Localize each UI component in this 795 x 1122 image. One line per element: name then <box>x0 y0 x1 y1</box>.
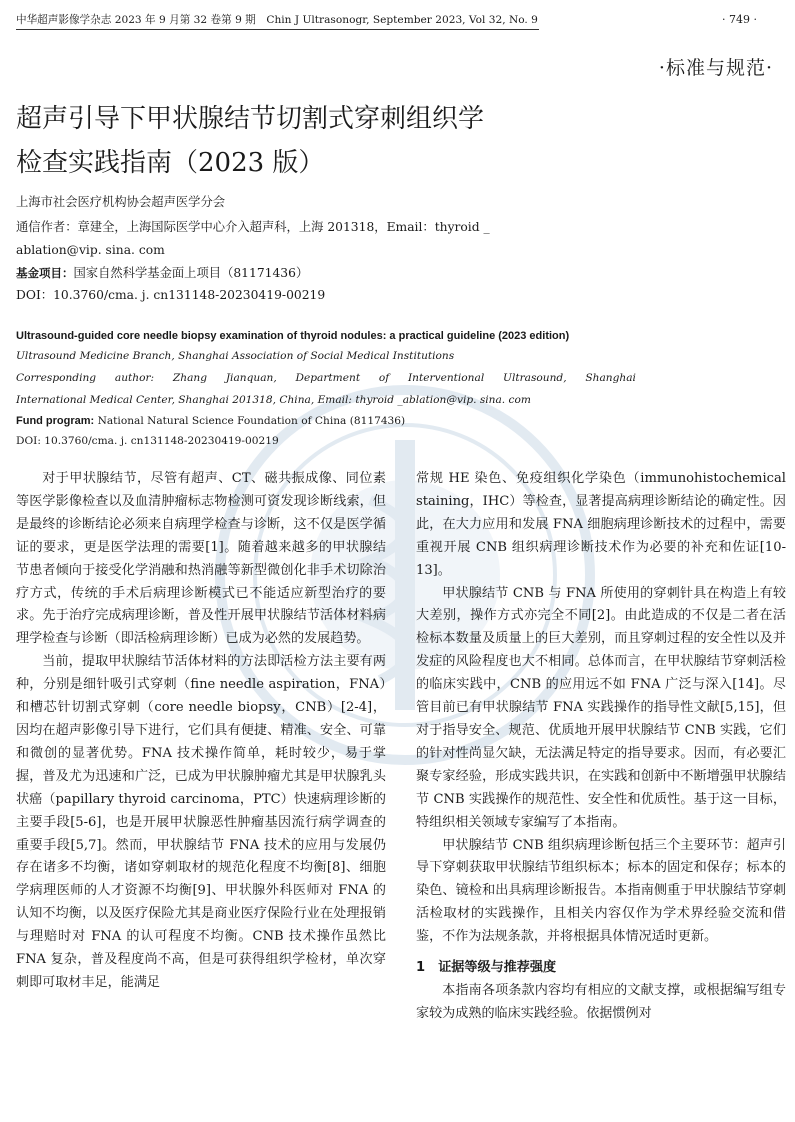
corr-word: Zhang <box>172 372 208 384</box>
corr-word: Department <box>295 372 361 384</box>
body-column-left <box>16 468 386 995</box>
body-paragraph: 甲状腺结节 CNB 组织病理诊断包括三个主要环节：超声引导下穿刺获取甲状腺结节组织标本；标本的固定和保存；标本的染色、镜检和出具病理诊断报告。本指南侧重于甲状腺结节穿刺活检取材的实践操作，且相关内容仅作为学术界经验交流和借鉴，不作为法规条款，并将根据具体情况适时更新。 <box>416 837 786 945</box>
english-corresponding-line-1 <box>16 367 636 389</box>
doi-en: DOI: 10.3760/cma. j. cn131148-20230419-00219 <box>16 435 279 447</box>
page-number: · 749 · <box>722 13 757 26</box>
fund-program-en <box>16 410 636 432</box>
doi-cn: DOI：10.3760/cma. j. cn131148-20230419-00219 <box>16 288 326 302</box>
corresponding-author-line-1: 通信作者：章建全，上海国际医学中心介入超声科，上海 201318，Email：thyroid _ <box>16 220 490 234</box>
fund-program-cn <box>16 263 696 284</box>
corr-word: Jianquan, <box>225 372 277 384</box>
corresponding-author-line-2: ablation@vip. sina. com <box>16 243 165 257</box>
fund-label-cn: 基金项目： <box>16 266 74 280</box>
title-line-1: 超声引导下甲状腺结节切割式穿刺组织学 <box>16 104 485 134</box>
corr-word: author: <box>114 372 155 384</box>
fund-text-cn: 国家自然科学基金面上项目（81171436） <box>73 266 309 280</box>
body-column-right <box>416 468 786 1026</box>
corr-word: Corresponding <box>16 372 97 384</box>
title-line-2: 检查实践指南（2023 版） <box>16 148 325 178</box>
corr-word: Ultrasound, <box>503 372 567 384</box>
fund-label-en: Fund program: <box>16 415 95 427</box>
corr-word: of <box>378 372 390 384</box>
corr-word: Interventional <box>407 372 485 384</box>
body-paragraph: 本指南各项条款内容均有相应的文献支撑，或根据编写组专家较为成熟的临床实践经验。依据惯例对 <box>416 982 786 1021</box>
body-paragraph: 当前，提取甲状腺结节活体材料的方法即活检方法主要有两种，分别是细针吸引式穿刺（fine needle aspiration，FNA）和槽芯针切割式穿刺（core needle biopsy，CNB）[2-4]，因均在超声影像引导下进行，它们具有便捷、精准、安全、可靠和微创的显著优势。FNA 技术操作简单，耗时较少，易于掌握，普及尤为迅速和广泛，已成为甲状腺肿瘤尤其是甲状腺乳头状癌（papillary thyroid carcinoma，PTC）快速病理诊断的主要手段[5-6]，也是开展甲状腺恶性肿瘤基因流行病学调查的重要手段[5,7]。然而，甲状腺结节 FNA 技术的应用与发展仍存在诸多不均衡，诸如穿刺取材的规范化程度不均衡[8]、细胞学病理医师的人才资源不均衡[9]、甲状腺外科医师对 FNA 的认知不均衡，以及医疗保险尤其是商业医疗保险行业在处理报销与理赔时对 FNA 的认可程度不均衡。CNB 技术操作虽然比 FNA 复杂，普及程度尚不高，但是可获得组织学检材，单次穿刺即可取材丰足，能满足 <box>16 654 386 990</box>
english-title: Ultrasound-guided core needle biopsy examination of thyroid nodules: a practical guideline (2023 edition) <box>16 330 570 342</box>
author-organization: 上海市社会医疗机构协会超声医学分会 <box>16 195 226 209</box>
english-organization: Ultrasound Medicine Branch, Shanghai Association of Social Medical Institutions <box>16 350 455 362</box>
article-title <box>16 97 656 185</box>
section-tag: ·标准与规范· <box>658 57 773 79</box>
english-corresponding-line-2: International Medical Center, Shanghai 201318, China, Email: thyroid _ablation@vip. sina. com <box>16 394 531 406</box>
section-heading: 1 证据等级与推荐强度 <box>416 960 557 976</box>
body-paragraph: 常规 HE 染色、免疫组织化学染色（immunohistochemical staining，IHC）等检查，显著提高病理诊断结论的确定性。因此，在大力应用和发展 FNA 细胞病理诊断技术的过程中，需要重视开展 CNB 组织病理诊断技术作为必要的补充和佐证[10-13]。 <box>416 471 786 578</box>
fund-text-en: National Natural Science Foundation of China (8117436) <box>94 415 406 427</box>
journal-running-header: 中华超声影像学杂志 2023 年 9 月第 32 卷第 9 期 Chin J Ultrasonogr, September 2023, Vol 32, No. 9 <box>16 13 539 30</box>
corr-word: Shanghai <box>585 372 636 384</box>
body-paragraph: 甲状腺结节 CNB 与 FNA 所使用的穿刺针具在构造上有较大差别，操作方式亦完全不同[2]。由此造成的不仅是二者在活检标本数量及质量上的巨大差别，而且穿刺过程的安全性以及并发症的风险程度也大不相同。总体而言，在甲状腺结节穿刺活检的临床实践中，CNB 的应用远不如 FNA 广泛与深入[14]。尽管目前已有甲状腺结节 FNA 实践操作的指导性文献[5,15]，但对于指导安全、规范、优质地开展甲状腺结节 CNB 实践，它们的针对性尚显欠缺，无法满足特定的指导要求。因而，有必要汇聚专家经验，形成实践共识，在实践和创新中不断增强甲状腺结节 CNB 实践操作的规范性、安全性和优质性。基于这一目标，特组织相关领域专家编写了本指南。 <box>416 585 786 830</box>
body-paragraph: 对于甲状腺结节，尽管有超声、CT、磁共振成像、同位素等医学影像检查以及血清肿瘤标志物检测可资发现诊断线索，但是最终的诊断结论必须来自病理学检查与诊断，这不仅是医学循证的要求，更是医学法理的需要[1]。随着越来越多的甲状腺结节患者倾向于接受化学消融和热消融等新型微创化非手术切除治疗方式，传统的手术后病理诊断模式已不能适应新型治疗的要求。先于治疗完成病理诊断，普及性开展甲状腺结节活体材料病理学检查与诊断（即活检病理诊断）已成为必然的发展趋势。 <box>16 471 386 647</box>
